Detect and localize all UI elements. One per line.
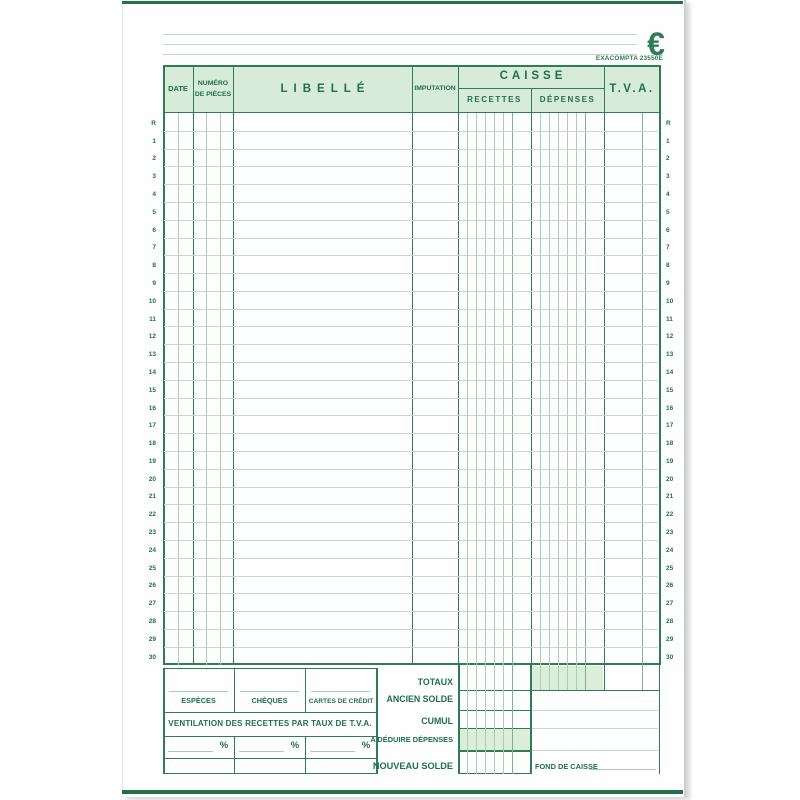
row-number-label-right: R: [666, 119, 671, 127]
digit-column-line: [503, 113, 504, 774]
row-number-label-right: 7: [666, 244, 670, 252]
cents-separator-line: [585, 113, 586, 690]
brand-reference: EXACOMPTA 23550E: [595, 55, 663, 62]
write-in-line: [311, 691, 370, 692]
table-rule-vertical: [604, 665, 605, 691]
table-rule-vertical: [234, 736, 235, 774]
digit-column-line: [494, 113, 495, 774]
row-separator-line: [164, 629, 658, 630]
row-separator-line: [164, 131, 658, 132]
row-number-label-right: 22: [666, 511, 674, 519]
row-number-label-right: 27: [666, 600, 674, 608]
table-rule-vertical: [458, 665, 460, 775]
row-number-label-left: 8: [152, 262, 156, 270]
write-in-line: [310, 751, 355, 752]
row-number-label-left: 1: [152, 137, 156, 145]
row-number-label-left: 17: [148, 422, 156, 430]
row-separator-line: [164, 611, 658, 612]
write-in-line: [239, 751, 284, 752]
row-number-label-right: 14: [666, 368, 674, 376]
row-number-label-left: 11: [149, 315, 156, 323]
row-number-label-right: 1: [666, 137, 670, 145]
nouveau-solde-label: NOUVEAU SOLDE: [372, 760, 453, 771]
cartes-credit-label: CARTES DE CRÉDIT: [308, 697, 374, 705]
row-number-label-left: 18: [148, 440, 156, 448]
row-number-label-right: 8: [666, 262, 670, 270]
write-in-line: [169, 691, 228, 692]
table-rule-vertical: [305, 736, 306, 774]
table-rule-vertical: [659, 65, 661, 665]
row-number-label-right: 5: [666, 208, 670, 216]
totaux-label: TOTAUX: [417, 677, 453, 688]
row-number-label-left: 27: [148, 600, 156, 608]
row-separator-line: [164, 576, 658, 577]
row-separator-line: [164, 309, 658, 310]
cheques-label: CHÈQUES: [251, 696, 288, 706]
row-number-label-left: 22: [148, 511, 156, 519]
row-number-label-left: 9: [152, 280, 156, 287]
row-separator-line: [164, 255, 658, 256]
write-in-line: [168, 751, 213, 752]
row-number-label-right: 11: [666, 315, 673, 323]
row-separator-line: [164, 540, 658, 541]
row-number-label-left: 19: [148, 457, 156, 465]
row-number-label-left: 5: [152, 208, 156, 216]
digit-column-line: [576, 113, 577, 690]
digit-column-line: [220, 113, 221, 665]
row-separator-line: [164, 184, 658, 185]
row-number-label-right: 12: [666, 333, 674, 341]
row-number-label-left: 20: [148, 475, 156, 483]
cents-separator-line: [512, 113, 513, 774]
row-number-label-left: 14: [148, 368, 156, 376]
row-number-label-left: 21: [148, 493, 156, 501]
row-number-label-right: 19: [666, 457, 674, 465]
row-separator-line: [164, 326, 658, 327]
cumul-label: CUMUL: [421, 716, 453, 727]
row-number-label-left: 4: [152, 191, 156, 199]
row-number-label-right: 24: [666, 546, 674, 554]
row-number-label-right: 4: [666, 191, 670, 199]
row-number-label-left: 2: [152, 155, 156, 163]
table-rule-horizontal: [163, 668, 377, 669]
row-number-label-right: 30: [666, 653, 674, 661]
numero-line2: DE PIÈCES: [194, 90, 232, 98]
digit-column-line: [467, 113, 468, 774]
row-separator-line: [164, 469, 658, 470]
row-separator-line: [164, 487, 658, 488]
row-number-label-left: 13: [148, 351, 156, 359]
table-rule-horizontal: [458, 690, 660, 691]
totals-area-line: [532, 710, 658, 711]
row-separator-line: [164, 291, 658, 292]
table-rule-vertical: [530, 665, 532, 775]
row-number-label-left: 24: [148, 546, 156, 554]
especes-label: ESPÈCES: [181, 696, 216, 706]
row-number-label-left: 26: [148, 582, 156, 590]
row-separator-line: [164, 202, 658, 203]
row-number-label-right: 23: [666, 529, 674, 537]
table-rule-horizontal: [163, 773, 377, 774]
percent-sign-2: %: [290, 740, 300, 752]
row-number-label-right: 16: [666, 404, 674, 412]
a-deduire-depenses-label: A DÉDUIRE DÉPENSES: [370, 734, 453, 744]
digit-column-line: [549, 113, 550, 690]
row-number-label-right: 28: [666, 618, 674, 626]
row-separator-line: [164, 362, 658, 363]
row-number-label-left: 12: [148, 333, 156, 341]
totals-area-line: [532, 728, 658, 729]
cents-separator-line: [642, 113, 643, 690]
row-separator-line: [164, 558, 658, 559]
row-number-label-left: 15: [148, 386, 156, 394]
row-number-label-right: 20: [666, 475, 674, 483]
row-separator-line: [164, 647, 658, 648]
row-separator-line: [164, 398, 658, 399]
row-separator-line: [164, 344, 658, 345]
row-separator-line: [164, 220, 658, 221]
row-separator-line: [164, 149, 658, 150]
row-number-label-left: 25: [148, 564, 156, 572]
row-separator-line: [164, 504, 658, 505]
digit-column-line: [206, 113, 207, 665]
row-separator-line: [164, 238, 658, 239]
row-number-label-left: 28: [148, 618, 156, 626]
digit-column-line: [540, 113, 541, 690]
fond-de-caisse-label: FOND DE CAISSE: [535, 762, 598, 772]
row-number-label-right: 21: [666, 493, 674, 501]
row-separator-line: [164, 451, 658, 452]
row-number-label-left: 23: [148, 529, 156, 537]
euro-currency-symbol: €: [647, 26, 665, 62]
digit-column-line: [567, 113, 568, 690]
row-number-label-right: 10: [666, 297, 674, 305]
digit-column-line: [178, 113, 179, 665]
row-separator-line: [164, 522, 658, 523]
totals-area-line: [532, 750, 658, 751]
numero-line1: NUMÉRO: [197, 80, 229, 88]
row-number-label-right: 2: [666, 155, 670, 163]
table-rule-vertical: [531, 88, 532, 665]
row-number-label-right: 9: [666, 280, 670, 287]
digit-column-line: [485, 113, 486, 774]
row-number-label-right: 17: [666, 422, 674, 430]
write-in-line: [240, 691, 299, 692]
row-number-label-right: 6: [666, 226, 670, 234]
row-number-label-right: 3: [666, 173, 670, 181]
column-header-caisse: CAISSE: [499, 70, 567, 83]
row-separator-line: [164, 166, 658, 167]
row-number-label-right: 29: [666, 635, 674, 643]
column-header-libelle: LIBELLÉ: [280, 82, 371, 95]
row-number-label-right: 13: [666, 351, 674, 359]
row-number-label-right: 25: [666, 564, 674, 572]
column-header-imputation: IMPUTATION: [414, 85, 456, 93]
row-number-label-left: 10: [148, 297, 156, 305]
ancien-solde-label: ANCIEN SOLDE: [386, 694, 453, 705]
row-number-label-left: 16: [148, 404, 156, 412]
column-header-recettes: RECETTES: [467, 95, 522, 105]
row-number-label-right: 26: [666, 582, 674, 590]
row-number-label-left: 29: [148, 635, 156, 643]
row-number-label-left: R: [151, 119, 156, 127]
percent-sign-1: %: [219, 740, 229, 752]
row-separator-line: [164, 273, 658, 274]
row-number-label-right: 18: [666, 440, 674, 448]
row-separator-line: [164, 433, 658, 434]
row-number-label-left: 30: [148, 653, 156, 661]
digit-column-line: [558, 113, 559, 690]
percent-sign-3: %: [361, 740, 371, 752]
row-separator-line: [164, 415, 658, 416]
digit-column-line: [476, 113, 477, 774]
row-number-label-left: 7: [152, 244, 156, 252]
row-separator-line: [164, 380, 658, 381]
row-number-label-left: 6: [152, 226, 156, 234]
column-header-depenses: DÉPENSES: [539, 95, 596, 105]
table-rule-horizontal: [163, 65, 661, 67]
table-rule-vertical: [659, 665, 661, 775]
row-separator-line: [164, 593, 658, 594]
table-rule-horizontal: [458, 88, 604, 89]
row-number-label-right: 15: [666, 386, 674, 394]
column-header-date: DATE: [168, 83, 188, 93]
row-number-label-left: 3: [152, 173, 156, 181]
column-header-tva: T.V.A.: [609, 82, 655, 95]
ventilation-tva-banner: VENTILATION DES RECETTES PAR TAUX DE T.V.A.: [168, 718, 372, 728]
